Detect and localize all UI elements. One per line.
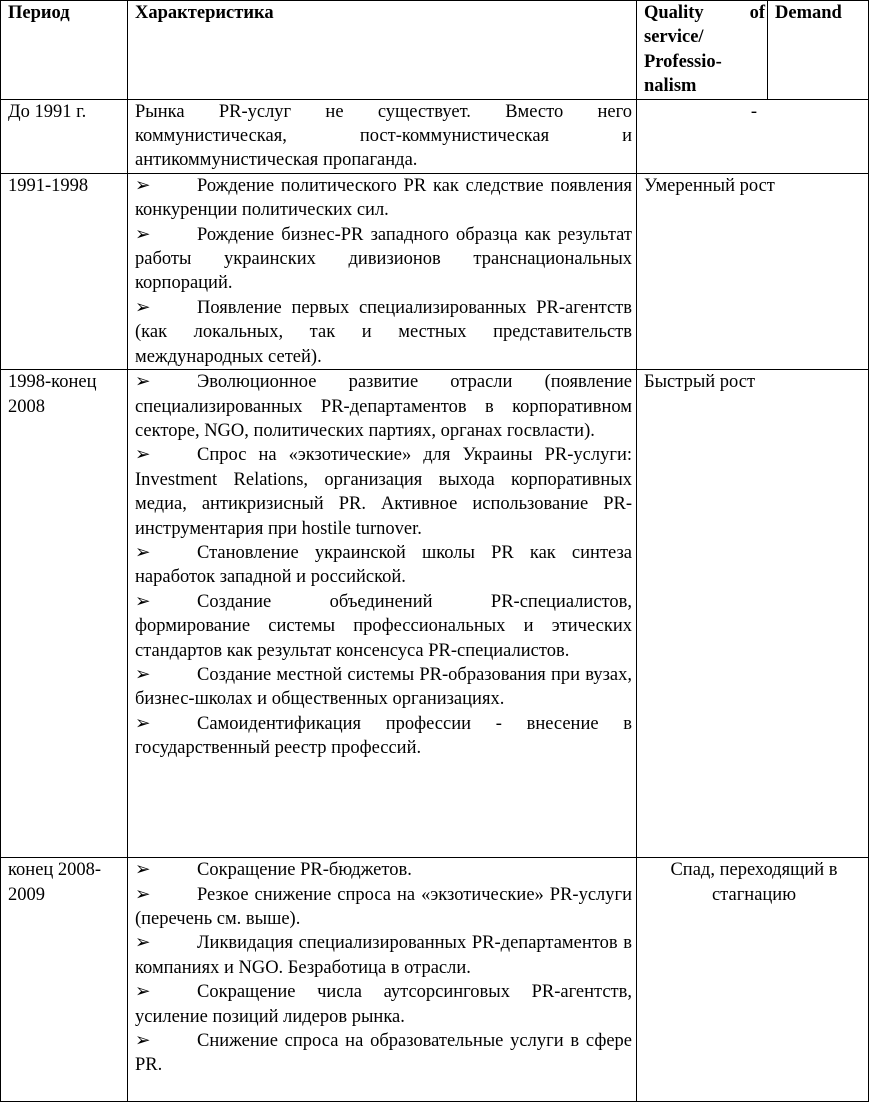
arrow-bullet-icon: ➢	[135, 445, 151, 466]
bullet-text: Спрос на «экзотические» для Украины PR-услуги: Investment Relations, организация выхода корпоративных медиа, антикризисный PR. Активное использование PR-инструментария при hostile turnover.	[135, 445, 632, 539]
bullet-text: Рождение политического PR как следствие появления конкуренции политических сил.	[135, 175, 632, 221]
bullet-text: Появление первых специализированных PR-агентств (как локальных, так и местных представительств международных сетей).	[135, 297, 632, 367]
bullet-item	[135, 370, 632, 443]
bullet-item	[135, 296, 632, 369]
period-cell: конец 2008-2009	[1, 858, 128, 1102]
period-cell: 1991-1998	[1, 173, 128, 369]
arrow-bullet-icon: ➢	[135, 224, 151, 245]
header-quality	[637, 1, 768, 100]
bullet-text: Создание местной системы PR-образования при вузах, бизнес-школах и общественных организациях.	[135, 664, 632, 710]
assessment-cell: Быстрый рост	[637, 370, 869, 858]
header-demand: Demand	[768, 1, 869, 100]
header-quality-line1: Quality of	[644, 3, 765, 23]
characteristic-cell	[128, 858, 637, 1102]
bullet-text: Ликвидация специализированных PR-департаментов в компаниях и NGO. Безработица в отрасли.	[135, 933, 632, 978]
table-row	[1, 858, 869, 1102]
table-row	[1, 370, 869, 858]
bullet-item	[135, 712, 632, 761]
bullet-item	[135, 663, 632, 712]
bullet-text: Создание объединений PR-специалистов, формирование системы профессиональных и этических стандартов как результат консенсуса PR-специалистов.	[135, 591, 632, 661]
bullet-text: Становление украинской школы PR как синтеза наработок западной и российской.	[135, 542, 632, 588]
header-row	[1, 1, 869, 100]
bullet-item	[135, 858, 632, 882]
arrow-bullet-icon: ➢	[135, 860, 151, 881]
bullet-item	[135, 980, 632, 1029]
period-cell: До 1991 г.	[1, 99, 128, 173]
arrow-bullet-icon: ➢	[135, 591, 151, 612]
bullet-text: Самоидентификация профессии - внесение в государственный реестр профессий.	[135, 713, 632, 759]
arrow-bullet-icon: ➢	[135, 884, 151, 905]
table-row	[1, 99, 869, 173]
bullet-text: Резкое снижение спроса на «экзотические» PR-услуги (перечень см. выше).	[135, 884, 632, 929]
arrow-bullet-icon: ➢	[135, 372, 151, 393]
characteristic-cell	[128, 370, 637, 858]
header-characteristic: Характеристика	[128, 1, 637, 100]
arrow-bullet-icon: ➢	[135, 713, 151, 734]
bullet-text: Сокращение числа аутсорсинговых PR-агентств, усиление позиций лидеров рынка.	[135, 982, 632, 1027]
assessment-cell: Умеренный рост	[637, 173, 869, 369]
bullet-item	[135, 174, 632, 223]
bullet-text: Снижение спроса на образовательные услуги в сфере PR.	[135, 1030, 632, 1076]
bullet-text: Сокращение PR-бюджетов.	[197, 860, 412, 881]
arrow-bullet-icon: ➢	[135, 933, 151, 954]
arrow-bullet-icon: ➢	[135, 297, 151, 318]
characteristic-cell	[128, 173, 637, 369]
bullet-item	[135, 931, 632, 980]
arrow-bullet-icon: ➢	[135, 982, 151, 1003]
characteristic-cell	[128, 99, 637, 173]
arrow-bullet-icon: ➢	[135, 664, 151, 685]
bullet-item	[135, 541, 632, 590]
arrow-bullet-icon: ➢	[135, 542, 151, 563]
assessment-cell: -	[637, 99, 869, 173]
arrow-bullet-icon: ➢	[135, 175, 151, 196]
bullet-item	[135, 590, 632, 663]
bullet-item	[135, 883, 632, 932]
period-cell: 1998-конец 2008	[1, 370, 128, 858]
arrow-bullet-icon: ➢	[135, 1030, 151, 1051]
bullet-item	[135, 1029, 632, 1078]
characteristic-text: Рынка PR-услуг не существует. Вместо него коммунистическая, пост-коммунистическая и антикоммунистическая пропаганда.	[135, 101, 632, 171]
bullet-text: Эволюционное развитие отрасли (появление специализированных PR-департаментов в корпоративном секторе, NGO, политических партиях, органах госвласти).	[135, 372, 632, 441]
header-quality-rest: service/ Professio- nalism	[644, 27, 722, 97]
bullet-item	[135, 443, 632, 541]
assessment-cell: Спад, переходящий в стагнацию	[637, 858, 869, 1102]
table-row	[1, 173, 869, 369]
bullet-item	[135, 223, 632, 296]
bullet-text: Рождение бизнес-PR западного образца как результат работы украинских дивизионов транснациональных корпораций.	[135, 224, 632, 294]
header-period: Период	[1, 1, 128, 100]
